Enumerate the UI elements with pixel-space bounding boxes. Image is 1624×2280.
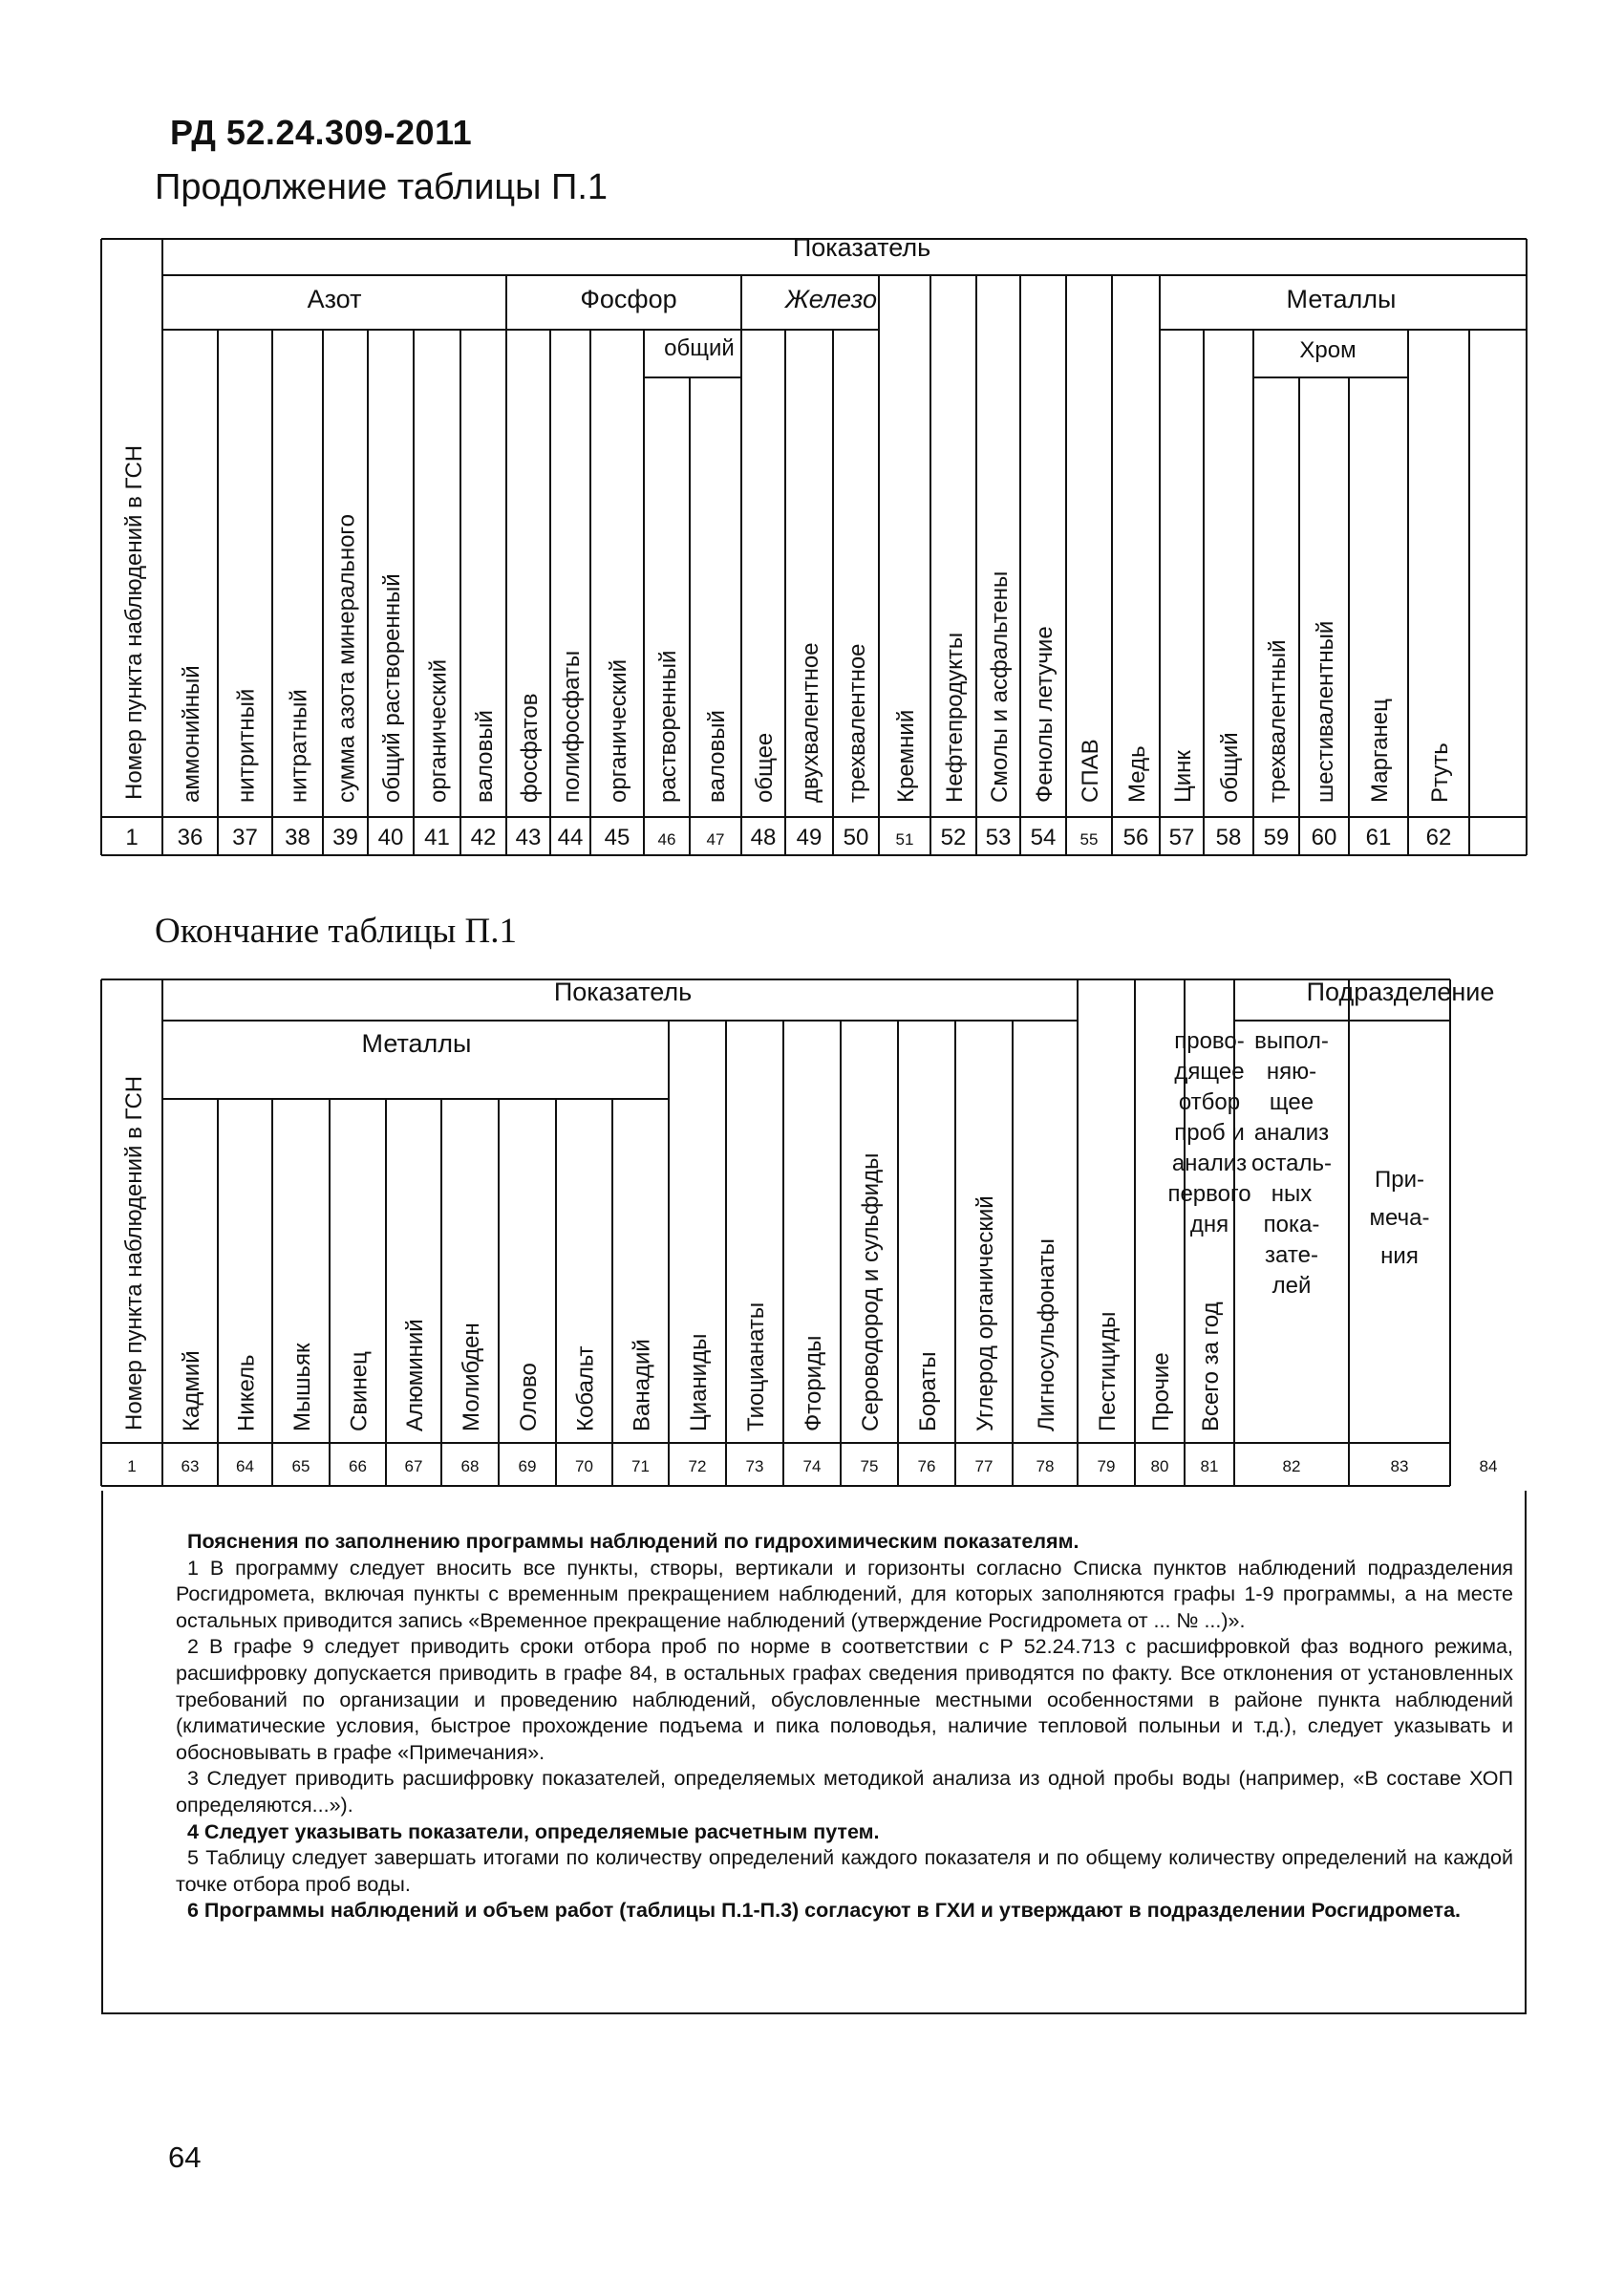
table1-group-khrom: Хром xyxy=(1299,337,1357,363)
table2-column-number: 76 xyxy=(917,1457,936,1475)
table2-column-labels xyxy=(179,1153,1224,1431)
table2-column-number: 84 xyxy=(1479,1457,1498,1475)
table1-column-number: 59 xyxy=(1263,825,1290,850)
table2-column-number: 74 xyxy=(802,1457,822,1475)
table2-column-label: Свинец xyxy=(346,1351,373,1431)
table1-column-number: 41 xyxy=(424,825,450,850)
table2-column-number: 78 xyxy=(1036,1457,1055,1475)
table1-group-metally: Металлы xyxy=(1286,285,1397,313)
table1-column-number: 60 xyxy=(1311,825,1337,850)
table1-column-number: 51 xyxy=(895,830,914,849)
table1-column-number: 37 xyxy=(232,825,258,850)
table1-column-number: 43 xyxy=(515,825,542,850)
table1-column-label: Смолы и асфальтены xyxy=(987,570,1013,803)
document-code: РД 52.24.309-2011 xyxy=(170,113,473,152)
table2-column-number: 82 xyxy=(1282,1457,1301,1475)
table2-column-label: Бораты xyxy=(915,1351,941,1431)
note-2: 2 В графе 9 следует приводить сроки отбора проб по норме в соответствии с Р 52.24.713 с расшифровкой фаз водного режима, расшифровку допускается приводить в графе 84, в остальных графах сведения приводятся по факту. Все отклонения от установленных требований по организации и проведению наблюдений, обусловленные местными особенностями в районе пункта наблюдений (климатические условия, быстрое прохождение подъема и пика половодья, наличие тепловой полыньи и т.д.), следует указывать и обосновывать в графе «Примечания». xyxy=(176,1635,1513,1764)
table2-column-label: Ванадий xyxy=(629,1339,655,1431)
table2-column-number: 80 xyxy=(1150,1457,1169,1475)
table2-column-label: Углерод органический xyxy=(972,1195,998,1431)
table2-column-number: 77 xyxy=(974,1457,994,1475)
table2-column-label: Мышьяк xyxy=(289,1343,315,1431)
table1-column-number: 58 xyxy=(1215,825,1242,850)
table2-col-conducting: проб и xyxy=(1174,1120,1245,1146)
table2-multiline-headers xyxy=(1167,1028,1429,1299)
table1-column-number: 50 xyxy=(843,825,869,850)
table1-column-label: фосфатов xyxy=(517,693,543,803)
table2-column-label: Цианиды xyxy=(686,1333,712,1431)
table2-col-conducting: дня xyxy=(1189,1212,1229,1237)
table2-col-notes: меча- xyxy=(1369,1205,1430,1231)
table2-col-analysis: ных xyxy=(1271,1181,1313,1207)
table2-column-number: 67 xyxy=(404,1457,423,1475)
notes-title: Пояснения по заполнению программы наблюдений по гидрохимическим показателям. xyxy=(187,1530,1079,1553)
table1-column-label: растворенный xyxy=(655,650,681,803)
table2-column-label: Сероводород и сульфиды xyxy=(858,1152,884,1431)
table1-column-label: Нефтепродукты xyxy=(942,632,968,803)
table2-column-label: Молибден xyxy=(459,1323,484,1431)
note-6: 6 Программы наблюдений и объем работ (таблицы П.1-П.3) согласуют в ГХИ и утверждают в подразделении Росгидромета. xyxy=(187,1899,1462,1923)
table1-column-number: 1 xyxy=(125,825,139,850)
table1-group-zhelezo: Железо xyxy=(784,285,878,313)
table1-column-number: 56 xyxy=(1122,825,1149,850)
table2-col-analysis: зате- xyxy=(1265,1242,1318,1268)
table1-column-label: Фенолы летучие xyxy=(1032,626,1058,803)
page-number: 64 xyxy=(168,2140,202,2174)
table2-col-notes: ния xyxy=(1380,1243,1419,1269)
table1-column-number: 40 xyxy=(377,825,404,850)
table2-column-number: 73 xyxy=(745,1457,764,1475)
table1-column-number: 42 xyxy=(470,825,497,850)
table1-column-label: трехвалентный xyxy=(1265,639,1291,803)
table1-group-fosfor: Фосфор xyxy=(580,285,677,313)
table2-column-label: Прочие xyxy=(1148,1352,1174,1431)
table1-column-number: 36 xyxy=(177,825,203,850)
table2-caption: Окончание таблицы П.1 xyxy=(155,912,518,951)
table1-column-number: 38 xyxy=(285,825,310,850)
table1-column-number: 48 xyxy=(750,825,777,850)
table2-column-number: 64 xyxy=(236,1457,254,1475)
table1-column-number: 61 xyxy=(1365,825,1392,850)
table1-column-label: сумма азота минерального xyxy=(333,513,360,803)
table2-column-number: 69 xyxy=(518,1457,537,1475)
table2-column-label: Кадмий xyxy=(179,1350,204,1431)
table1-column-label: Ртуть xyxy=(1427,742,1453,803)
table2-col-analysis: анализ xyxy=(1253,1120,1330,1146)
table1-column-label: органический xyxy=(606,658,631,803)
table1-column-label: нитратный xyxy=(286,689,312,803)
table2-column-label: Тиоцианаты xyxy=(743,1301,769,1431)
table1-header-top: Показатель xyxy=(792,233,931,262)
table1-column-number: 62 xyxy=(1425,825,1452,850)
table1-column-label: органический xyxy=(425,658,452,803)
notes-box xyxy=(101,1491,1527,2014)
table2-group-podrazdelenie: Подразделение xyxy=(1306,978,1495,1006)
table1-column-label: СПАВ xyxy=(1078,739,1103,803)
table1-column-label: Цинк xyxy=(1170,750,1196,803)
table1-column-label: общий xyxy=(1217,732,1243,803)
table1-group-obshchiy: общий xyxy=(664,335,735,361)
note-5: 5 Таблицу следует завершать итогами по количеству определений каждого показателя и по общему количеству определений на каждой точке отбора проб воды. xyxy=(176,1846,1513,1896)
table1-column-label: двухвалентное xyxy=(798,642,823,803)
table2-column-label: Никель xyxy=(233,1354,260,1431)
table2-column-number: 63 xyxy=(181,1457,200,1475)
table1-caption: Продолжение таблицы П.1 xyxy=(155,167,609,207)
table1-column-label: шестивалентный xyxy=(1313,620,1338,803)
table2-column-number: 81 xyxy=(1200,1457,1219,1475)
table1-column-number: 55 xyxy=(1079,830,1099,849)
table2-column-number: 66 xyxy=(349,1457,367,1475)
table2-column-label: Олово xyxy=(516,1363,542,1431)
table2-col-conducting: первого xyxy=(1167,1181,1251,1207)
table1-column-number: 44 xyxy=(557,825,584,850)
table2-column-number: 70 xyxy=(575,1457,593,1475)
table1-column-label: общий растворенный xyxy=(379,573,405,803)
table2-col-analysis: щее xyxy=(1269,1089,1314,1115)
table2-col-conducting: отбор xyxy=(1178,1089,1241,1115)
table1-column-label: Марганец xyxy=(1367,699,1393,803)
table1-column-label: аммонийный xyxy=(179,665,204,803)
table2-col-analysis: выпол- xyxy=(1254,1028,1329,1054)
table2-column-label: Алюминий xyxy=(402,1319,428,1431)
table1-column-label: валовый xyxy=(704,710,730,803)
table2-column-number: 65 xyxy=(291,1457,310,1475)
table1-rowhead: Номер пункта наблюдений в ГСН xyxy=(121,444,147,800)
table2-column-number: 72 xyxy=(688,1457,707,1475)
table1-column-number: 52 xyxy=(940,825,967,850)
table2-column-numbers xyxy=(127,1457,1497,1475)
table2-column-number: 75 xyxy=(860,1457,879,1475)
table1-column-label: трехвалентное xyxy=(844,643,870,803)
table1-column-number: 49 xyxy=(796,825,823,850)
note-4: 4 Следует указывать показатели, определяемые расчетным путем. xyxy=(187,1819,880,1843)
table2-col-conducting: дящее xyxy=(1174,1059,1245,1085)
table2-rowhead: Номер пункта наблюдений в ГСН xyxy=(121,1075,147,1430)
table2-col-analysis: пока- xyxy=(1263,1212,1320,1237)
table2-column-label: Пестициды xyxy=(1095,1311,1121,1431)
table2-column-label: Фториды xyxy=(801,1335,826,1431)
table2-column-label: Кобальт xyxy=(572,1345,599,1431)
table2-column-number: 71 xyxy=(631,1457,650,1475)
table2-col-analysis: лей xyxy=(1271,1273,1312,1299)
table2-column-number: 79 xyxy=(1097,1457,1116,1475)
table1-column-number: 57 xyxy=(1168,825,1195,850)
table2-column-number: 68 xyxy=(460,1457,480,1475)
table2-group-metally: Металлы xyxy=(361,1029,472,1058)
table2-col-conducting: прово- xyxy=(1174,1028,1245,1054)
table2-col-analysis: осталь- xyxy=(1251,1151,1332,1176)
table2-column-number: 83 xyxy=(1390,1457,1409,1475)
table1-column-label: валовый xyxy=(472,710,498,803)
table1-column-label: Медь xyxy=(1124,745,1150,803)
table2-column-label: Всего за год xyxy=(1198,1301,1224,1431)
table1-column-number: 39 xyxy=(332,825,358,850)
table1-column-number: 45 xyxy=(604,825,630,850)
table1-group-azot: Азот xyxy=(307,285,362,313)
table2-col-notes: При- xyxy=(1375,1167,1424,1193)
note-3: 3 Следует приводить расшифровку показателей, определяемых методикой анализа из одной пробы воды (например, «В составе ХОП определяются...»). xyxy=(176,1767,1513,1817)
table2-column-label: Лигносульфонаты xyxy=(1034,1238,1059,1431)
table1-column-number: 54 xyxy=(1030,825,1057,850)
table1-column-number: 47 xyxy=(706,830,725,849)
table1-column-number: 53 xyxy=(985,825,1012,850)
table1-column-label: общее xyxy=(752,732,778,803)
table2-column-number: 1 xyxy=(127,1457,137,1475)
table1-column-label: полифосфаты xyxy=(559,650,585,803)
table2-header-top: Показатель xyxy=(553,978,693,1006)
table1-column-label: Кремний xyxy=(893,709,919,803)
table2-col-analysis: няю- xyxy=(1266,1059,1317,1085)
note-1: 1 В программу следует вносить все пункты, створы, вертикали и горизонты согласно Списка пунктов наблюдений подразделения Росгидромета, включая пункты с временным прекращением наблюдений, для которых заполняются графы 1-9 программы, а на месте остальных приводится запись «Временное прекращение наблюдений (утверждение Росгидромета от ... № ...)». xyxy=(176,1556,1513,1632)
table1-column-number: 46 xyxy=(657,830,676,849)
table1-column-label: нитритный xyxy=(233,688,260,803)
table2-col-conducting: анализ xyxy=(1171,1151,1248,1176)
